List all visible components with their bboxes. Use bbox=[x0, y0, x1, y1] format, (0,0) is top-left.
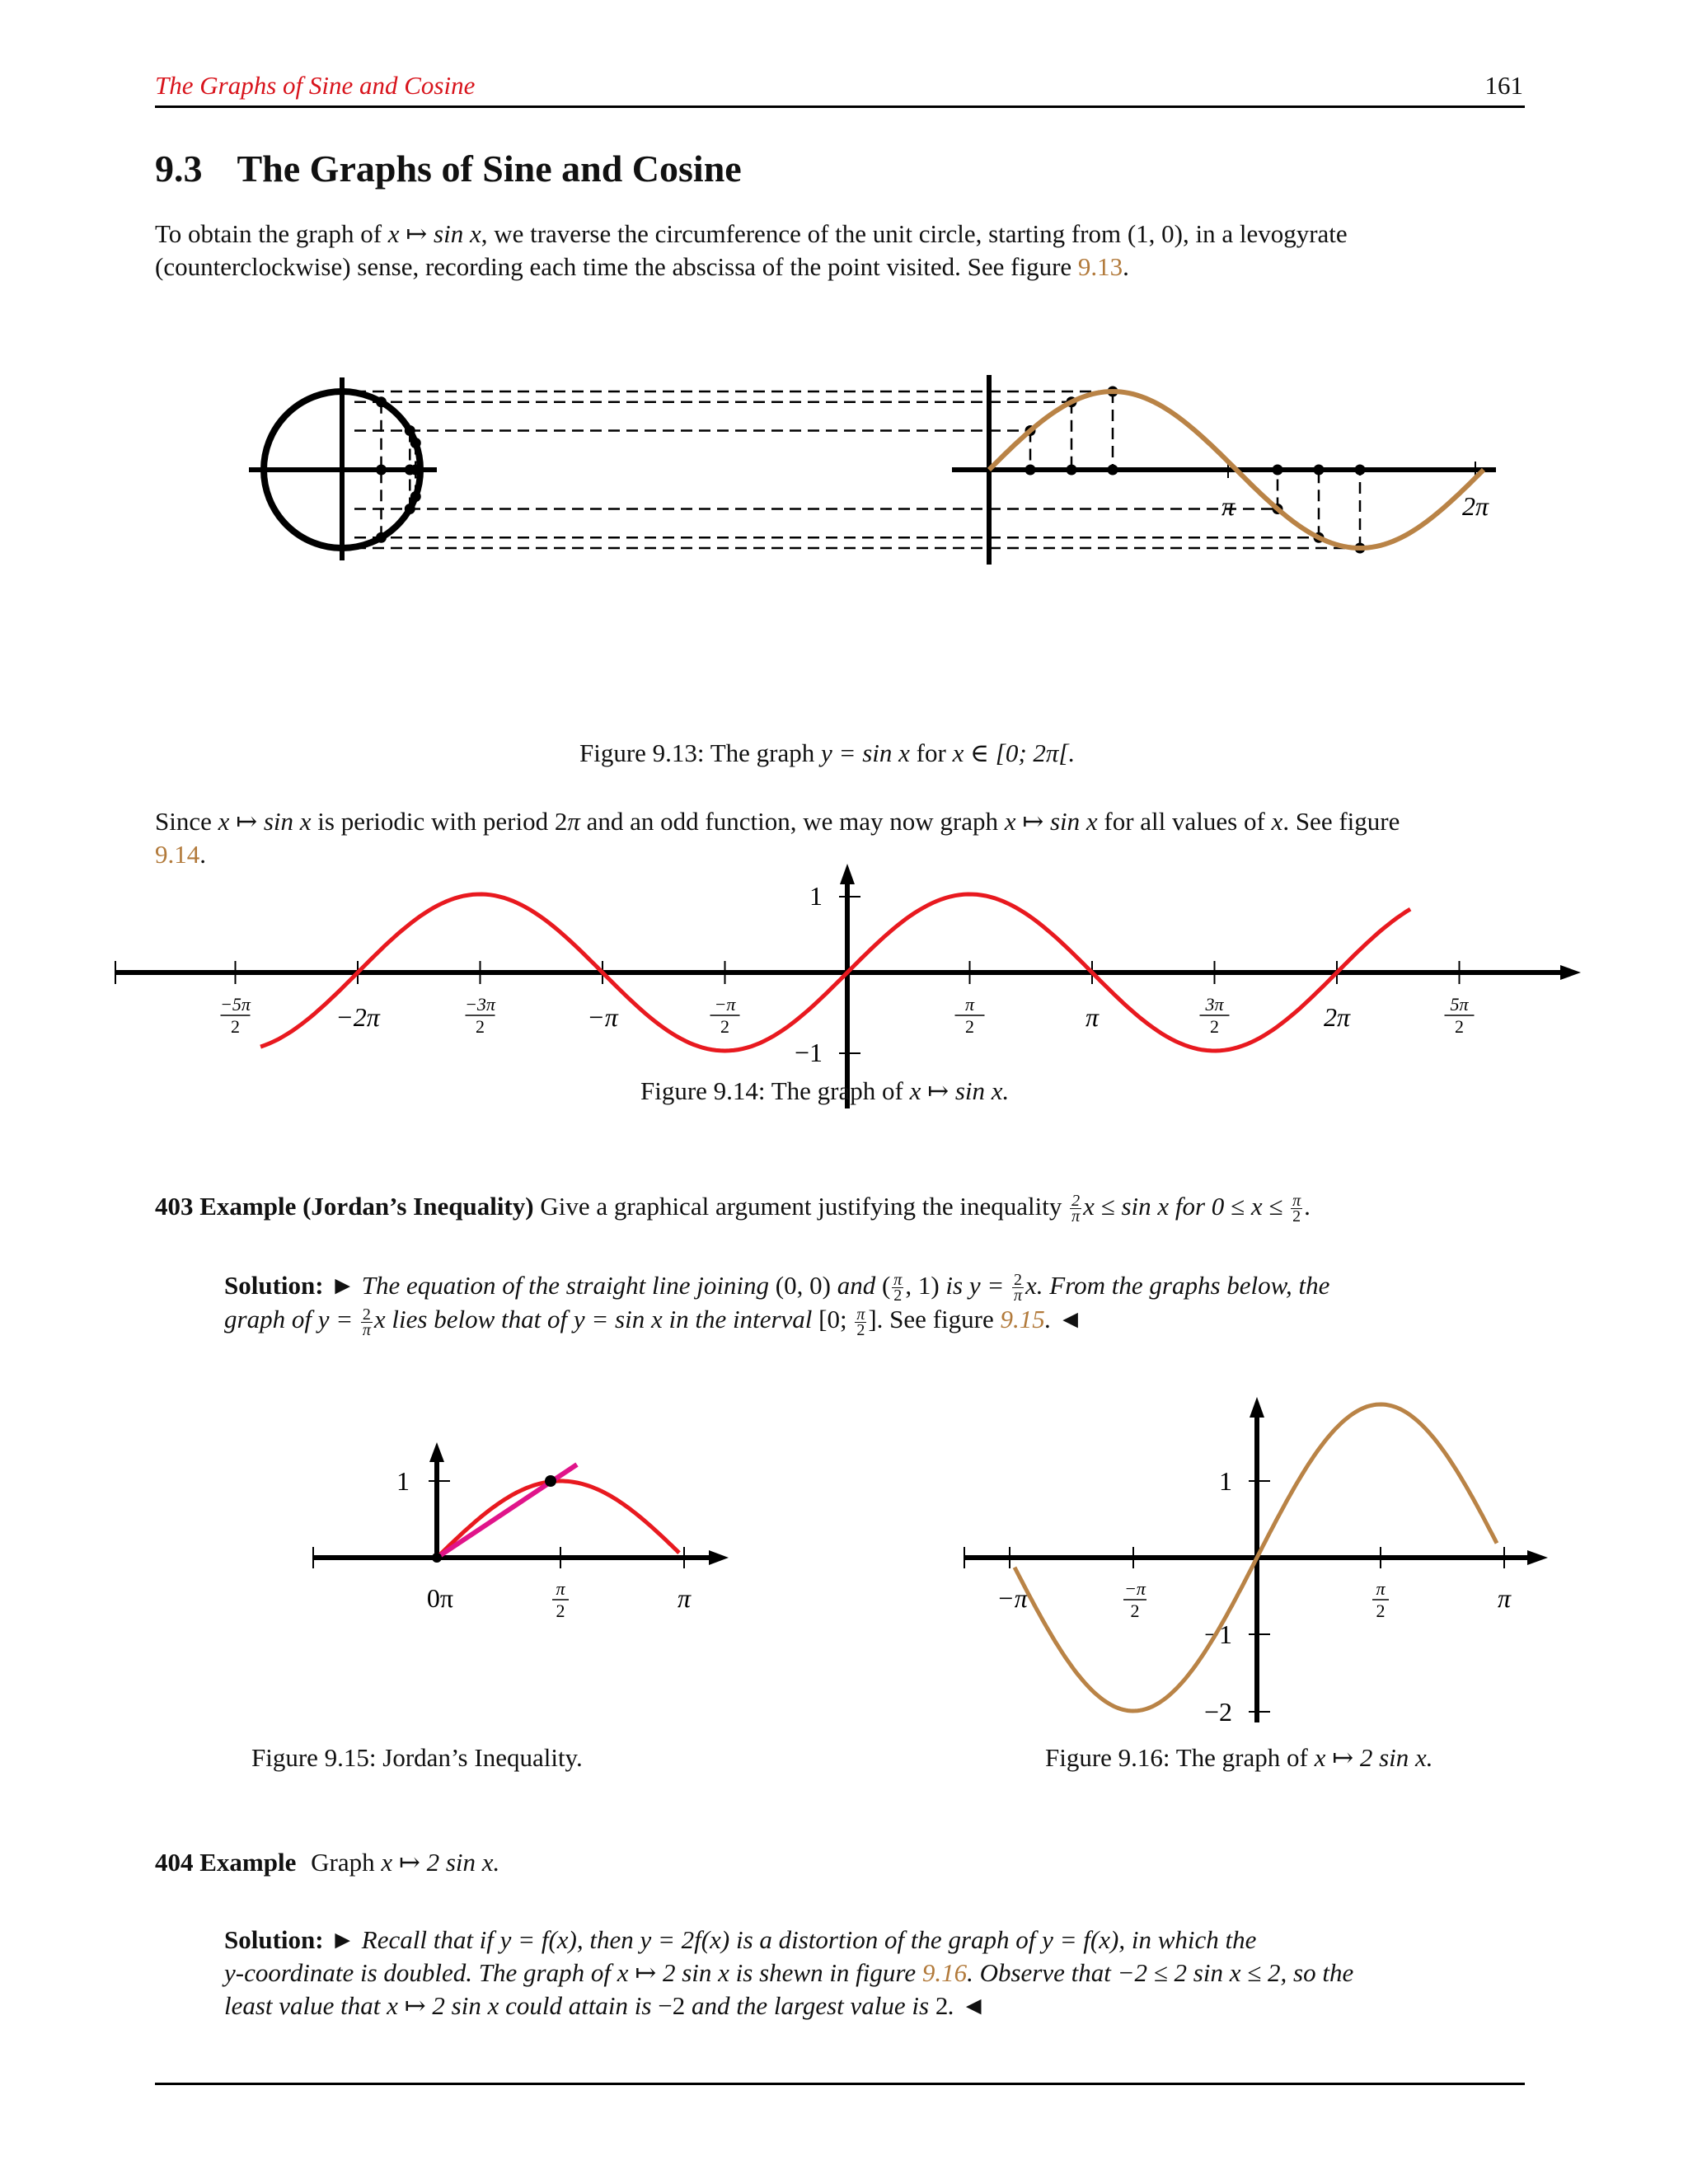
fig16-tick-label-pi: π bbox=[1497, 1583, 1512, 1613]
periodicity-paragraph: Since x ↦ sin x is periodic with period 2π and an odd function, we may now graph x ↦ sin x for all values of x. See figure 9.14. bbox=[155, 807, 1400, 869]
tick-label-pi: π bbox=[1221, 491, 1236, 521]
fig14-caption: Figure 9.14: The graph of x ↦ sin x. bbox=[640, 1076, 1010, 1105]
fig14-ylabel-m1: −1 bbox=[794, 1038, 823, 1067]
footer-rule bbox=[155, 2083, 1525, 2085]
fig15-tick-label-pi: π bbox=[677, 1583, 692, 1613]
fig16-ylabel-1: 1 bbox=[1219, 1466, 1232, 1496]
solution-404: Solution: ► Recall that if y = f(x), then y = 2f(x) is a distortion of the graph of y = f(x), in which the y-coordinate is doubled. The graph of x ↦ 2 sin x is shewn in figure 9.16. Observe that −2 ≤ 2 sin x ≤ 2, so the least value that x ↦ 2 sin x could attain is −2 and the largest value is 2. ◄ bbox=[224, 1925, 1354, 2020]
fig14-tick-label-num: −π bbox=[714, 994, 736, 1015]
fig16-ylabel-m1: −1 bbox=[1203, 1619, 1232, 1649]
fig16-caption: Figure 9.16: The graph of x ↦ 2 sin x. bbox=[1045, 1743, 1433, 1772]
fig15-ylabel-1: 1 bbox=[396, 1466, 410, 1496]
fig13-caption: Figure 9.13: The graph y = sin x for x ∈ [0; 2π[. bbox=[579, 738, 1076, 767]
solution-label: Solution: ► bbox=[224, 1925, 356, 1954]
fig16-tick-label-half-num: π bbox=[1376, 1578, 1386, 1599]
fig14-tick-label-den: 2 bbox=[231, 1016, 240, 1037]
fig16-tick-label-mhalf-num: −π bbox=[1124, 1578, 1146, 1599]
fig14-tick-label-den: 2 bbox=[1210, 1016, 1219, 1037]
fig16-tick-label-mhalf-den: 2 bbox=[1130, 1601, 1140, 1621]
fig14-tick-label-den: 2 bbox=[1455, 1016, 1464, 1037]
fig14-tick-label: −2π bbox=[335, 1002, 380, 1032]
example-403-heading: 403 Example (Jordan’s Inequality) bbox=[155, 1192, 534, 1221]
fig16-y-arrow bbox=[1250, 1397, 1264, 1418]
fig14-tick-label-num: 3π bbox=[1205, 994, 1224, 1015]
solution-label: Solution: ► bbox=[224, 1271, 356, 1300]
figure-ref-9-14[interactable]: 9.14 bbox=[155, 840, 200, 869]
fig14-tick-label-den: 2 bbox=[476, 1016, 485, 1037]
fig14-tick-label-den: 2 bbox=[965, 1016, 974, 1037]
fig14-ylabel-1: 1 bbox=[809, 881, 823, 911]
fig16-tick-label-mpi: −π bbox=[996, 1583, 1028, 1613]
figure-ref-9-16[interactable]: 9.16 bbox=[921, 1958, 968, 1987]
example-403: 403 Example (Jordan’s Inequality) Give a graphical argument justifying the inequality $\frac{2}{\pi}$ x ≤ sin x for 0 ≤ x ≤ $\frac{\pi}{2}$ . bbox=[155, 1192, 1311, 1226]
fig15-tick-label-half-den: 2 bbox=[556, 1601, 565, 1621]
fig14-tick-label: 2π bbox=[1323, 1002, 1351, 1032]
tick-label-2pi: 2π bbox=[1461, 491, 1489, 521]
page-number: 161 bbox=[1484, 71, 1523, 100]
fig14-tick-label-num: π bbox=[964, 994, 975, 1015]
fig14-tick-label: −π bbox=[587, 1002, 618, 1032]
example-404: 404 Example Graph x ↦ 2 sin x. bbox=[155, 1848, 500, 1877]
fig14-tick-label: π bbox=[1085, 1002, 1100, 1032]
fig16-tick-label-half-den: 2 bbox=[1376, 1601, 1386, 1621]
fig16-x-arrow bbox=[1527, 1550, 1548, 1565]
fig15-tick-label-0pi: 0π bbox=[426, 1583, 454, 1613]
fig15-tick-label-half-num: π bbox=[556, 1578, 565, 1599]
figure-ref-9-15[interactable]: 9.15 bbox=[1000, 1305, 1045, 1334]
intro-line-1: To obtain the graph of x ↦ sin x, we traverse the circumference of the unit circle, starting from (1, 0), in a levogyrate bbox=[155, 219, 1348, 248]
figure-ref-9-13[interactable]: 9.13 bbox=[1077, 252, 1123, 281]
intro-line-2: (counterclockwise) sense, recording each time the abscissa of the point visited. See figure 9.13. bbox=[155, 252, 1129, 281]
fig14-tick-label-num: −3π bbox=[465, 994, 495, 1015]
fig14-tick-label-num: −5π bbox=[220, 994, 251, 1015]
fig14-tick-label-num: 5π bbox=[1450, 994, 1469, 1015]
fig16-ylabel-m2: −2 bbox=[1203, 1697, 1232, 1727]
fig14-tick-label-den: 2 bbox=[720, 1016, 729, 1037]
fig15-caption: Figure 9.15: Jordan’s Inequality. bbox=[251, 1743, 583, 1772]
section-number: 9.3 bbox=[155, 148, 203, 190]
example-404-heading: 404 Example bbox=[155, 1848, 297, 1877]
running-title: The Graphs of Sine and Cosine bbox=[155, 71, 476, 100]
section-title-text: The Graphs of Sine and Cosine bbox=[237, 148, 742, 190]
solution-403: Solution: ► The equation of the straight line joining (0, 0) and ( $\frac{\pi}{2}$ , 1) is y = $\frac{2}{\pi}$ x. From the graphs below, the graph of y = $\frac{2}{\pi}$ x lies below that of y = sin x in the interval [0; $\frac{\pi}{2}$ ]. See figure 9.15. ◄ bbox=[224, 1271, 1330, 1339]
